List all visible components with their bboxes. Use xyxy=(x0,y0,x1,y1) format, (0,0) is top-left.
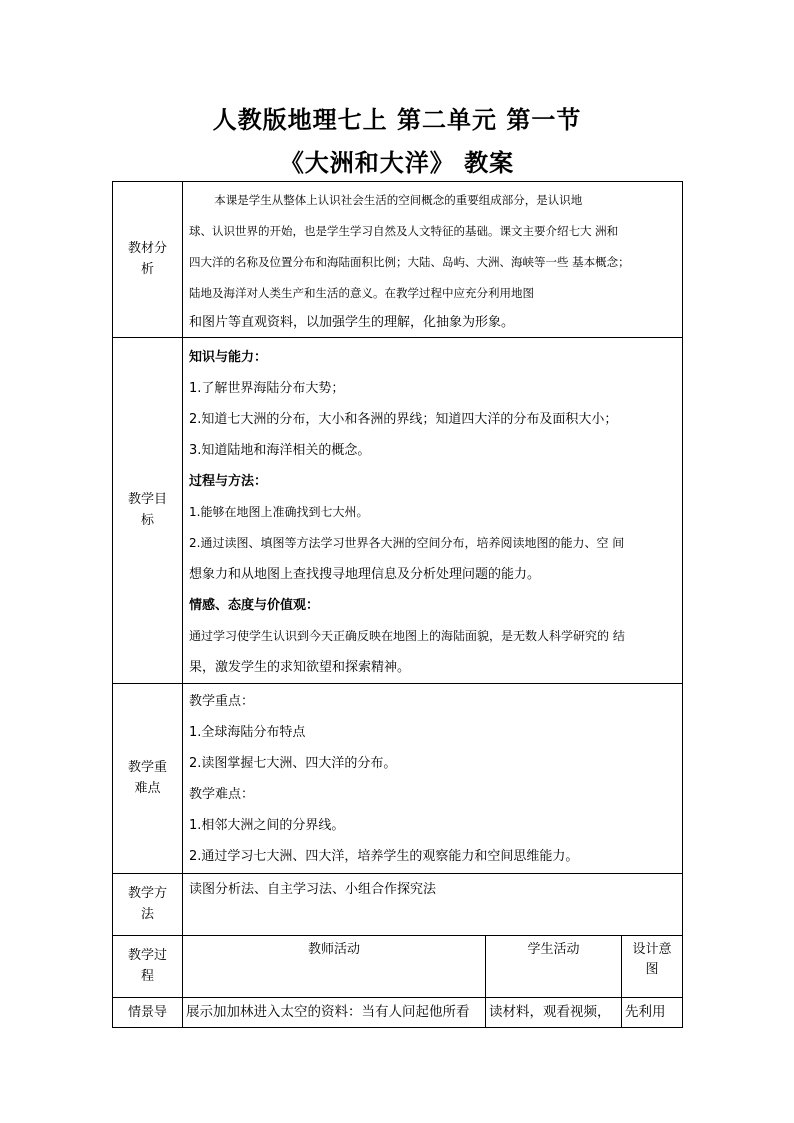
text-line: 果，激发学生的求知欲望和探索精神。 xyxy=(189,660,411,675)
subheading: 知识与能力： xyxy=(189,350,268,365)
label-material-analysis xyxy=(113,182,183,338)
text-line: 陆地及海洋对人类生产和生活的意义。在教学过程中应充分利用地图 xyxy=(189,286,534,300)
document-title-line2: 《大洲和大洋》 教案 xyxy=(279,148,515,177)
text-line: 1.能够在地图上准确找到七大州。 xyxy=(189,505,369,519)
row-teaching-goals xyxy=(113,338,683,684)
label-text: 设计意 xyxy=(632,942,672,957)
text-line: 想象力和从地图上查找搜寻地理信息及分析处理问题的能力。 xyxy=(189,567,541,582)
label-text: 教学目 xyxy=(127,492,167,508)
text-line: 读图分析法、自主学习法、小组合作探究法 xyxy=(189,882,437,897)
text-line: 1.全球海陆分布特点 xyxy=(189,725,306,740)
label-text: 法 xyxy=(140,906,154,922)
label-text: 教学过 xyxy=(127,948,167,964)
row-teaching-methods xyxy=(113,874,683,936)
label-text: 图 xyxy=(645,962,659,978)
label-text: 析 xyxy=(140,261,154,277)
subheading: 过程与方法： xyxy=(189,474,268,489)
cell-key-difficult-points xyxy=(183,684,683,874)
header-student-activity: 学生活动 xyxy=(486,936,622,998)
header-teacher-activity: 教师活动 xyxy=(183,936,486,998)
cell-intro-design: 先利用 xyxy=(622,998,683,1028)
cell-teaching-goals xyxy=(183,338,683,684)
label-text: 教学方 xyxy=(127,886,167,902)
label-text: 标 xyxy=(140,512,154,528)
document-title-line1: 人教版地理七上 第二单元 第一节 xyxy=(212,105,582,134)
header-design-intent xyxy=(622,936,683,998)
label-teaching-goals xyxy=(113,338,183,684)
cell-teaching-methods xyxy=(183,874,683,936)
label-teaching-process xyxy=(113,936,183,998)
label-teaching-methods xyxy=(113,874,183,936)
row-material-analysis xyxy=(113,182,683,338)
label-key-difficult-points xyxy=(113,684,183,874)
text-line: 本课是学生从整体上认识社会生活的空间概念的重要组成部分，是认识地 xyxy=(214,193,583,207)
text-line: 通过学习使学生认识到今天正确反映在地图上的海陆面貌，是无数人科学研究的 结 xyxy=(189,629,625,643)
label-text: 难点 xyxy=(134,780,161,796)
text-line: 3.知道陆地和海洋相关的概念。 xyxy=(189,443,371,458)
cell-intro-student: 读材料，观看视频， xyxy=(486,998,622,1028)
text-line: 2.通过学习七大洲、四大洋，培养学生的观察能力和空间思维能力。 xyxy=(189,849,579,864)
text-line: 2.读图掌握七大洲、四大洋的分布。 xyxy=(189,756,397,771)
subheading: 教学难点： xyxy=(189,787,255,802)
row-scenario-intro xyxy=(113,998,683,1028)
cell-intro-teacher: 展示加加林进入太空的资料：当有人问起他所看 xyxy=(183,998,486,1028)
row-key-difficult-points xyxy=(113,684,683,874)
text-line: 和图片等直观资料，以加强学生的理解，化抽象为形象。 xyxy=(189,315,515,330)
lesson-plan-table xyxy=(112,181,683,1028)
subheading: 情感、态度与价值观： xyxy=(189,598,320,613)
text-line: 球、认识世界的开始，也是学生学习自然及人文特征的基础。课文主要介绍七大 洲和 xyxy=(189,224,619,238)
text-line: 四大洋的名称及位置分布和海陆面积比例；大陆、岛屿、大洲、海峡等一些 基本概念； xyxy=(189,255,630,269)
label-text: 教学重 xyxy=(127,760,167,776)
text-line: 2.知道七大洲的分布，大小和各洲的界线；知道四大洋的分布及面积大小； xyxy=(189,412,618,427)
label-text: 教材分 xyxy=(127,241,167,257)
row-process-header xyxy=(113,936,683,998)
text-line: 1.了解世界海陆分布大势； xyxy=(189,381,345,396)
text-line: 1.相邻大洲之间的分界线。 xyxy=(189,818,345,833)
text-line: 2.通过读图、填图等方法学习世界各大洲的空间分布，培养阅读地图的能力、空 间 xyxy=(189,536,625,550)
cell-material-analysis xyxy=(183,182,683,338)
label-scenario-intro: 情景导 xyxy=(113,998,183,1028)
subheading: 教学重点： xyxy=(189,694,255,709)
label-text: 程 xyxy=(140,968,154,984)
